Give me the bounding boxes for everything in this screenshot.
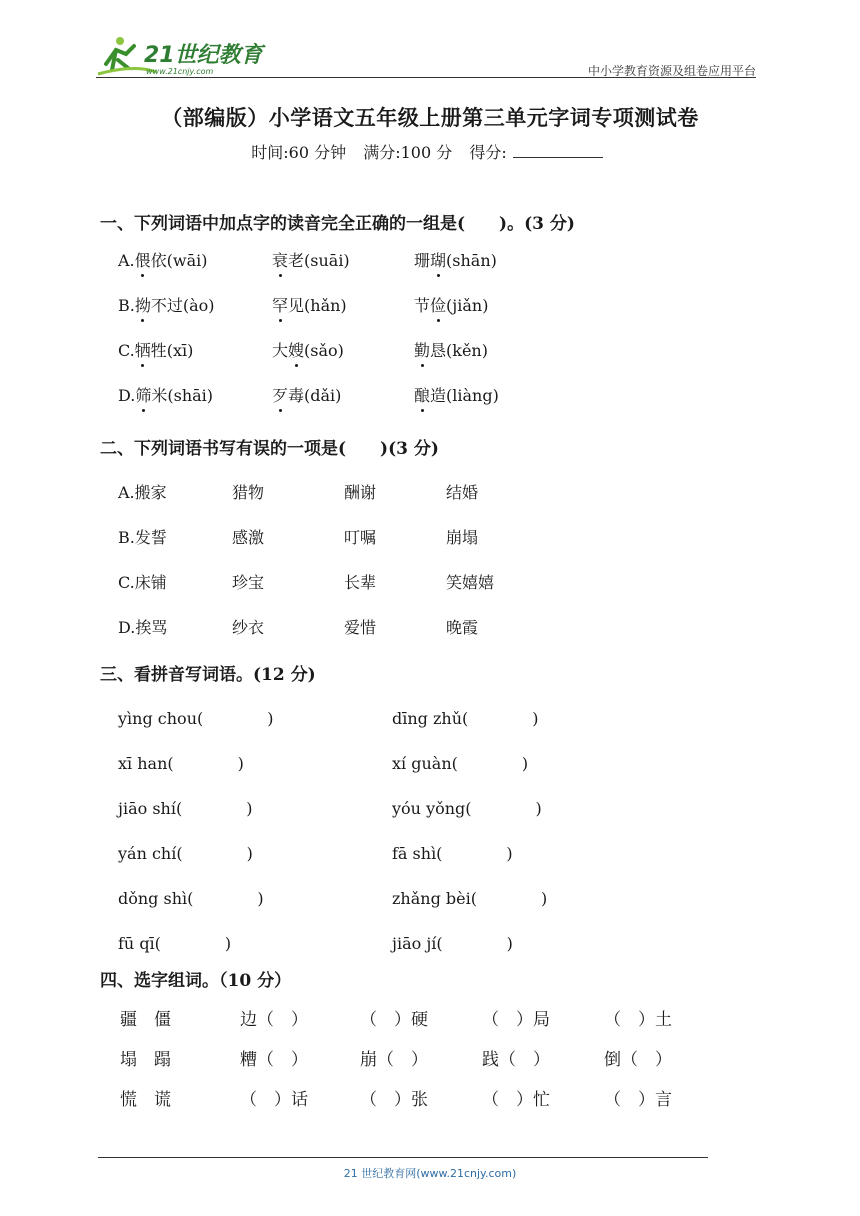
- q4-blank-word: 践（ ）: [482, 1050, 550, 1070]
- word-part: 珊: [414, 251, 431, 270]
- svg-text:www.21cnjy.com: www.21cnjy.com: [146, 67, 214, 76]
- pinyin-item: zhǎng bèi( ): [392, 889, 548, 908]
- pinyin-item: jiāo jí( ): [392, 934, 513, 953]
- word-text: 搬家: [134, 483, 167, 502]
- pinyin-item: fā shì( ): [392, 844, 513, 863]
- q1-option-word: [414, 338, 488, 361]
- word-part: 依(wāi): [150, 251, 208, 270]
- pinyin-item: yìng chou( ): [118, 709, 274, 728]
- header-divider: [96, 77, 756, 78]
- dotted-char: 筛: [135, 383, 151, 406]
- option-label: C.: [118, 573, 135, 592]
- q4-char-pair: 慌 谎: [120, 1090, 171, 1110]
- word-part: (sǎo): [304, 341, 344, 360]
- dotted-char: 拗: [135, 293, 151, 316]
- q2-word: 长辈: [344, 573, 377, 592]
- q2-word: 酬谢: [344, 483, 377, 502]
- q1-heading: 一、下列词语中加点字的读音完全正确的一组是( )。(3 分): [100, 214, 575, 234]
- dotted-char: 牺: [135, 338, 151, 361]
- option-label: C.: [118, 341, 135, 360]
- q2-word: 爱惜: [344, 618, 377, 637]
- pinyin-item: fū qī( ): [118, 934, 232, 953]
- q4-blank-word: （ ）话: [240, 1090, 308, 1110]
- pinyin-item: dǒng shì( ): [118, 889, 264, 908]
- q2-word: [118, 570, 167, 593]
- exam-score: 得分:: [469, 143, 608, 162]
- q2-word: 崩塌: [446, 528, 479, 547]
- exam-time: 时间:60 分钟: [251, 143, 347, 162]
- option-label: B.: [118, 296, 135, 315]
- q1-option-word: [118, 248, 208, 271]
- score-blank: [513, 143, 603, 158]
- header-platform-text: 中小学教育资源及组卷应用平台: [587, 64, 756, 78]
- word-part: (jiǎn): [446, 296, 489, 315]
- option-label: B.: [118, 528, 135, 547]
- pinyin-item: yóu yǒng( ): [392, 799, 542, 818]
- q1-option-word: [118, 293, 215, 316]
- footer-text: 21 世纪教育网(www.21cnjy.com): [343, 1167, 517, 1180]
- pinyin-item: dīng zhǔ( ): [392, 709, 539, 728]
- q1-option-word: [272, 338, 344, 361]
- word-part: 米(shāi): [151, 386, 214, 405]
- word-part: 毒(dǎi): [288, 386, 342, 405]
- word-text: 挨骂: [135, 618, 168, 637]
- word-part: 见(hǎn): [288, 296, 347, 315]
- word-text: 发誓: [134, 528, 167, 547]
- q4-heading: 四、选字组词。（10 分）: [100, 971, 292, 991]
- q1-option-word: [414, 383, 499, 406]
- exam-full-score: 满分:100 分: [363, 143, 453, 162]
- word-part: 不过(ào): [150, 296, 215, 315]
- q2-word: 感激: [232, 528, 265, 547]
- q1-option-word: [272, 293, 347, 316]
- q2-heading: 二、下列词语书写有误的一项是( )(3 分): [100, 439, 439, 459]
- option-label: A.: [118, 483, 135, 502]
- q4-blank-word: 倒（ ）: [604, 1050, 672, 1070]
- q4-blank-word: 崩（ ）: [360, 1050, 428, 1070]
- q2-word: [118, 480, 167, 503]
- q2-word: 纱衣: [232, 618, 265, 637]
- q2-word: 晚霞: [446, 618, 479, 637]
- dotted-char: 衰: [272, 248, 288, 271]
- q1-option-word: [272, 383, 341, 406]
- pinyin-item: xí guàn( ): [392, 754, 529, 773]
- q2-word: [118, 615, 167, 638]
- q1-option-word: [118, 383, 213, 406]
- dotted-char: 勤: [414, 338, 430, 361]
- option-label: A.: [118, 251, 135, 270]
- q4-blank-word: （ ）忙: [482, 1090, 550, 1110]
- site-logo: [96, 34, 266, 78]
- dotted-char: 偎: [135, 248, 151, 271]
- dotted-char: 俭: [430, 293, 446, 316]
- pinyin-item: jiāo shí( ): [118, 799, 253, 818]
- q2-word: 猎物: [232, 483, 265, 502]
- q2-word: 结婚: [446, 483, 479, 502]
- q2-word: [118, 525, 167, 548]
- q4-blank-word: （ ）土: [604, 1010, 672, 1030]
- exam-info: [0, 140, 860, 163]
- q1-option-word: [414, 248, 497, 271]
- q4-char-pair: 塌 蹋: [120, 1050, 171, 1070]
- word-part: 老(suāi): [288, 251, 350, 270]
- dotted-char: 嫂: [288, 338, 304, 361]
- word-text: 床铺: [134, 573, 167, 592]
- q4-blank-word: （ ）言: [604, 1090, 672, 1110]
- q4-blank-word: （ ）局: [482, 1010, 550, 1030]
- word-part: 牲(xī): [150, 341, 194, 360]
- option-label: D.: [118, 386, 136, 405]
- word-part: (shān): [446, 251, 497, 270]
- svg-text:21世纪教育: 21世纪教育: [144, 43, 263, 68]
- q4-blank-word: （ ）硬: [360, 1010, 428, 1030]
- q2-word: 叮嘱: [344, 528, 377, 547]
- option-label: D.: [118, 618, 136, 637]
- q2-word: 笑嬉嬉: [446, 573, 495, 592]
- footer-divider: [98, 1157, 708, 1158]
- q2-word: 珍宝: [232, 573, 265, 592]
- q4-char-pair: 疆 僵: [120, 1010, 171, 1030]
- dotted-char: 罕: [272, 293, 288, 316]
- page-title: （部编版）小学语文五年级上册第三单元字词专项测试卷: [161, 105, 699, 130]
- word-part: 节: [414, 296, 431, 315]
- q4-blank-word: 糟（ ）: [240, 1050, 308, 1070]
- q4-blank-word: （ ）张: [360, 1090, 428, 1110]
- word-part: 大: [272, 341, 289, 360]
- q3-heading: 三、看拼音写词语。(12 分): [100, 665, 316, 685]
- q1-option-word: [414, 293, 488, 316]
- word-part: 恳(kěn): [430, 341, 488, 360]
- dotted-char: 瑚: [430, 248, 446, 271]
- q1-option-word: [272, 248, 350, 271]
- q1-option-word: [118, 338, 193, 361]
- pinyin-item: yán chí( ): [118, 844, 253, 863]
- q4-blank-word: 边（ ）: [240, 1010, 308, 1030]
- dotted-char: 歹: [272, 383, 288, 406]
- pinyin-item: xī han( ): [118, 754, 244, 773]
- dotted-char: 酿: [414, 383, 430, 406]
- word-part: 造(liàng): [430, 386, 499, 405]
